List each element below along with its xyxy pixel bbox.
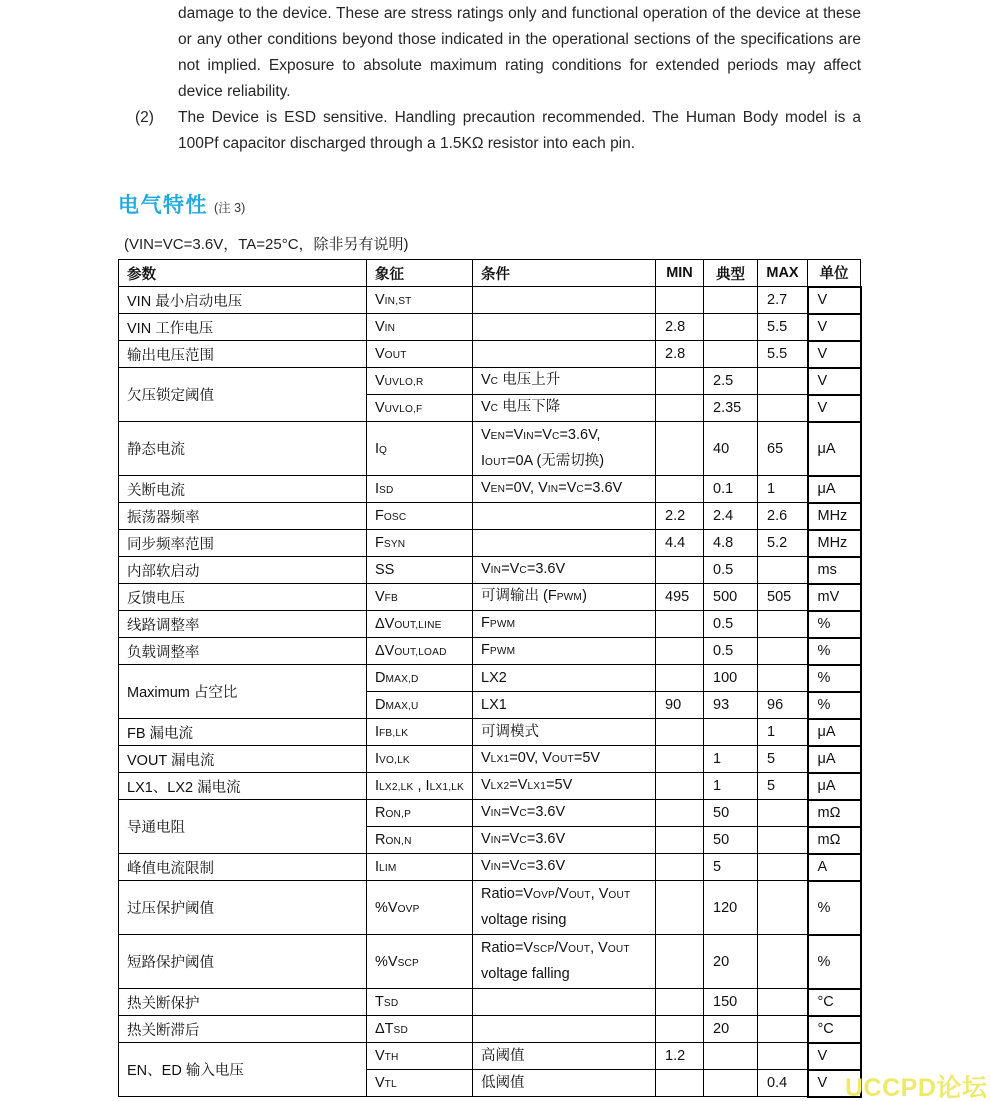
- param-cell: VIN 工作电压: [119, 314, 367, 341]
- min-cell: [656, 611, 704, 638]
- typ-cell: [704, 314, 758, 341]
- min-cell: [656, 719, 704, 746]
- condition-cell: LX2: [473, 665, 656, 692]
- table-row: [119, 773, 861, 800]
- param-cell: 导通电阻: [119, 800, 367, 854]
- note-continuation: [135, 1, 861, 105]
- unit-cell: V: [808, 314, 861, 341]
- min-cell: [656, 395, 704, 422]
- param-cell: 热关断保护: [119, 989, 367, 1016]
- unit-cell: MHz: [808, 530, 861, 557]
- header-unit: 单位: [808, 260, 861, 287]
- table-row: [119, 314, 861, 341]
- typ-cell: [704, 1070, 758, 1097]
- condition-cell: VLX1=0V, VOUT=5V: [473, 746, 656, 773]
- unit-cell: V: [808, 395, 861, 422]
- max-cell: 5: [758, 773, 808, 800]
- symbol-cell: %VOVP: [367, 881, 473, 935]
- condition-cell: VIN=VC=3.6V: [473, 557, 656, 584]
- typ-cell: 20: [704, 1016, 758, 1043]
- section-heading: [118, 189, 245, 219]
- notes-block: [135, 1, 861, 157]
- unit-cell: %: [808, 611, 861, 638]
- typ-cell: 2.35: [704, 395, 758, 422]
- max-cell: 0.4: [758, 1070, 808, 1097]
- max-cell: 505: [758, 584, 808, 611]
- condition-cell: [473, 1016, 656, 1043]
- param-cell: LX1、LX2 漏电流: [119, 773, 367, 800]
- symbol-cell: IQ: [367, 422, 473, 476]
- table-row: [119, 746, 861, 773]
- unit-cell: μA: [808, 773, 861, 800]
- param-cell: VOUT 漏电流: [119, 746, 367, 773]
- typ-cell: 120: [704, 881, 758, 935]
- unit-cell: MHz: [808, 503, 861, 530]
- typ-cell: 2.4: [704, 503, 758, 530]
- table-row: [119, 584, 861, 611]
- min-cell: [656, 638, 704, 665]
- min-cell: [656, 854, 704, 881]
- min-cell: [656, 665, 704, 692]
- typ-cell: 1: [704, 773, 758, 800]
- max-cell: 5.5: [758, 341, 808, 368]
- min-cell: 495: [656, 584, 704, 611]
- param-cell: 静态电流: [119, 422, 367, 476]
- electrical-characteristics-table: [118, 259, 862, 1098]
- max-cell: 5.5: [758, 314, 808, 341]
- param-cell: 内部软启动: [119, 557, 367, 584]
- condition-cell: FPWM: [473, 611, 656, 638]
- condition-cell: VIN=VC=3.6V: [473, 854, 656, 881]
- param-cell: 线路调整率: [119, 611, 367, 638]
- unit-cell: V: [808, 287, 861, 314]
- min-cell: [656, 287, 704, 314]
- symbol-cell: ILIM: [367, 854, 473, 881]
- condition-cell: [473, 530, 656, 557]
- min-cell: [656, 422, 704, 476]
- table-row: [119, 1016, 861, 1043]
- typ-cell: [704, 287, 758, 314]
- min-cell: [656, 557, 704, 584]
- unit-cell: ms: [808, 557, 861, 584]
- unit-cell: mV: [808, 584, 861, 611]
- typ-cell: 0.1: [704, 476, 758, 503]
- unit-cell: %: [808, 638, 861, 665]
- unit-cell: °C: [808, 989, 861, 1016]
- header-param: 参数: [119, 260, 367, 287]
- min-cell: 4.4: [656, 530, 704, 557]
- max-cell: [758, 800, 808, 827]
- header-max: MAX: [758, 260, 808, 287]
- unit-cell: mΩ: [808, 800, 861, 827]
- note-marker: (2): [135, 109, 154, 126]
- condition-cell: VC 电压上升: [473, 368, 656, 395]
- param-cell: EN、ED 输入电压: [119, 1043, 367, 1097]
- symbol-cell: RON,P: [367, 800, 473, 827]
- param-cell: 反馈电压: [119, 584, 367, 611]
- condition-cell: [473, 287, 656, 314]
- condition-cell: [473, 989, 656, 1016]
- condition-cell: VC 电压下降: [473, 395, 656, 422]
- param-cell: 振荡器频率: [119, 503, 367, 530]
- max-cell: [758, 557, 808, 584]
- condition-cell: LX1: [473, 692, 656, 719]
- header-min: MIN: [656, 260, 704, 287]
- symbol-cell: SS: [367, 557, 473, 584]
- typ-cell: 4.8: [704, 530, 758, 557]
- typ-cell: 500: [704, 584, 758, 611]
- table-row: [119, 854, 861, 881]
- param-cell: 过压保护阈值: [119, 881, 367, 935]
- header-row: [119, 260, 861, 287]
- table-row: [119, 989, 861, 1016]
- unit-cell: μA: [808, 746, 861, 773]
- symbol-cell: ISD: [367, 476, 473, 503]
- max-cell: 65: [758, 422, 808, 476]
- param-cell: 同步频率范围: [119, 530, 367, 557]
- typ-cell: 0.5: [704, 557, 758, 584]
- unit-cell: V: [808, 1043, 861, 1070]
- symbol-cell: ΔTSD: [367, 1016, 473, 1043]
- symbol-cell: FOSC: [367, 503, 473, 530]
- table-row: [119, 287, 861, 314]
- note-text: The Device is ESD sensitive. Handling precaution recommended. The Human Body model is a 100Pf capacitor discharged through a 1.5KΩ resistor into each pin.: [178, 109, 861, 152]
- min-cell: [656, 746, 704, 773]
- param-cell: 峰值电流限制: [119, 854, 367, 881]
- typ-cell: 40: [704, 422, 758, 476]
- param-cell: 负载调整率: [119, 638, 367, 665]
- symbol-cell: VIN,ST: [367, 287, 473, 314]
- typ-cell: 100: [704, 665, 758, 692]
- typ-cell: 20: [704, 935, 758, 989]
- max-cell: [758, 881, 808, 935]
- max-cell: 2.7: [758, 287, 808, 314]
- note-text: damage to the device. These are stress ratings only and functional operation of the device at these or any other conditions beyond those indicated in the operational sections of the specifications are not implied. Exposure to absolute maximum rating conditions for extended periods may affect device reliability.: [178, 5, 861, 100]
- symbol-cell: DMAX,U: [367, 692, 473, 719]
- condition-cell: [473, 341, 656, 368]
- min-cell: 2.8: [656, 341, 704, 368]
- typ-cell: [704, 719, 758, 746]
- unit-cell: A: [808, 854, 861, 881]
- min-cell: [656, 476, 704, 503]
- max-cell: [758, 395, 808, 422]
- max-cell: [758, 1043, 808, 1070]
- unit-cell: mΩ: [808, 827, 861, 854]
- condition-cell: 可调输出 (FPWM): [473, 584, 656, 611]
- condition-cell: VEN=VIN=VC=3.6V, IOUT=0A (无需切换): [473, 422, 656, 476]
- condition-cell: [473, 503, 656, 530]
- condition-cell: VIN=VC=3.6V: [473, 800, 656, 827]
- typ-cell: [704, 341, 758, 368]
- min-cell: [656, 1070, 704, 1097]
- typ-cell: 0.5: [704, 611, 758, 638]
- unit-cell: %: [808, 665, 861, 692]
- min-cell: 2.2: [656, 503, 704, 530]
- min-cell: [656, 881, 704, 935]
- min-cell: [656, 1016, 704, 1043]
- table-row: [119, 557, 861, 584]
- min-cell: 2.8: [656, 314, 704, 341]
- table-row: [119, 935, 861, 989]
- typ-cell: 2.5: [704, 368, 758, 395]
- typ-cell: [704, 1043, 758, 1070]
- symbol-cell: FSYN: [367, 530, 473, 557]
- max-cell: [758, 611, 808, 638]
- typ-cell: 93: [704, 692, 758, 719]
- condition-cell: FPWM: [473, 638, 656, 665]
- test-conditions: (VIN=VC=3.6V，TA=25°C，除非另有说明): [124, 236, 409, 253]
- symbol-cell: RON,N: [367, 827, 473, 854]
- symbol-cell: DMAX,D: [367, 665, 473, 692]
- header-typ: 典型: [704, 260, 758, 287]
- unit-cell: μA: [808, 422, 861, 476]
- min-cell: [656, 773, 704, 800]
- param-cell: 短路保护阈值: [119, 935, 367, 989]
- param-cell: FB 漏电流: [119, 719, 367, 746]
- typ-cell: 1: [704, 746, 758, 773]
- symbol-cell: VTH: [367, 1043, 473, 1070]
- max-cell: [758, 989, 808, 1016]
- param-cell: 欠压锁定阈值: [119, 368, 367, 422]
- condition-cell: [473, 314, 656, 341]
- table-row: [119, 665, 861, 692]
- min-cell: [656, 989, 704, 1016]
- condition-cell: 可调模式: [473, 719, 656, 746]
- note-marker: [135, 1, 178, 105]
- condition-cell: VLX2=VLX1=5V: [473, 773, 656, 800]
- max-cell: 5.2: [758, 530, 808, 557]
- min-cell: [656, 827, 704, 854]
- symbol-cell: IFB,LK: [367, 719, 473, 746]
- param-cell: Maximum 占空比: [119, 665, 367, 719]
- unit-cell: μA: [808, 476, 861, 503]
- table-row: [119, 881, 861, 935]
- typ-cell: 0.5: [704, 638, 758, 665]
- header-condition: 条件: [473, 260, 656, 287]
- header-symbol: 象征: [367, 260, 473, 287]
- section-title-note: (注 3): [214, 201, 246, 215]
- table-body: [119, 287, 861, 1097]
- table-row: [119, 503, 861, 530]
- symbol-cell: VUVLO,F: [367, 395, 473, 422]
- unit-cell: V: [808, 368, 861, 395]
- max-cell: [758, 665, 808, 692]
- typ-cell: 50: [704, 827, 758, 854]
- symbol-cell: VTL: [367, 1070, 473, 1097]
- unit-cell: %: [808, 935, 861, 989]
- table-row: [119, 341, 861, 368]
- condition-cell: VEN=0V, VIN=VC=3.6V: [473, 476, 656, 503]
- table-row: [119, 800, 861, 827]
- symbol-cell: IVO,LK: [367, 746, 473, 773]
- table-row: [119, 422, 861, 476]
- symbol-cell: ΔVOUT,LINE: [367, 611, 473, 638]
- max-cell: [758, 368, 808, 395]
- table-row: [119, 530, 861, 557]
- min-cell: [656, 935, 704, 989]
- typ-cell: 150: [704, 989, 758, 1016]
- max-cell: [758, 827, 808, 854]
- condition-cell: 高阈值: [473, 1043, 656, 1070]
- condition-cell: Ratio=VSCP/VOUT, VOUT voltage falling: [473, 935, 656, 989]
- table-row: [119, 638, 861, 665]
- table-row: [119, 1043, 861, 1070]
- unit-cell: %: [808, 692, 861, 719]
- section-title: 电气特性: [118, 194, 208, 217]
- symbol-cell: VIN: [367, 314, 473, 341]
- note-2: [135, 105, 861, 157]
- max-cell: 2.6: [758, 503, 808, 530]
- symbol-cell: ΔVOUT,LOAD: [367, 638, 473, 665]
- max-cell: 1: [758, 719, 808, 746]
- max-cell: 96: [758, 692, 808, 719]
- table-head: [119, 260, 861, 287]
- table-row: [119, 719, 861, 746]
- min-cell: [656, 368, 704, 395]
- symbol-cell: VUVLO,R: [367, 368, 473, 395]
- watermark: UCCPD论坛: [845, 1074, 988, 1101]
- symbol-cell: TSD: [367, 989, 473, 1016]
- max-cell: [758, 1016, 808, 1043]
- symbol-cell: %VSCP: [367, 935, 473, 989]
- table-row: [119, 611, 861, 638]
- unit-cell: μA: [808, 719, 861, 746]
- max-cell: 1: [758, 476, 808, 503]
- symbol-cell: VFB: [367, 584, 473, 611]
- param-cell: 热关断滞后: [119, 1016, 367, 1043]
- table-row: [119, 476, 861, 503]
- unit-cell: V: [808, 1070, 861, 1097]
- max-cell: [758, 935, 808, 989]
- param-cell: 输出电压范围: [119, 341, 367, 368]
- typ-cell: 50: [704, 800, 758, 827]
- typ-cell: 5: [704, 854, 758, 881]
- unit-cell: %: [808, 881, 861, 935]
- param-cell: VIN 最小启动电压: [119, 287, 367, 314]
- condition-cell: 低阈值: [473, 1070, 656, 1097]
- min-cell: [656, 800, 704, 827]
- unit-cell: °C: [808, 1016, 861, 1043]
- symbol-cell: VOUT: [367, 341, 473, 368]
- symbol-cell: ILX2,LK , ILX1,LK: [367, 773, 473, 800]
- unit-cell: V: [808, 341, 861, 368]
- table-row: [119, 368, 861, 395]
- max-cell: 5: [758, 746, 808, 773]
- min-cell: 1.2: [656, 1043, 704, 1070]
- condition-cell: VIN=VC=3.6V: [473, 827, 656, 854]
- max-cell: [758, 854, 808, 881]
- max-cell: [758, 638, 808, 665]
- min-cell: 90: [656, 692, 704, 719]
- condition-cell: Ratio=VOVP/VOUT, VOUT voltage rising: [473, 881, 656, 935]
- param-cell: 关断电流: [119, 476, 367, 503]
